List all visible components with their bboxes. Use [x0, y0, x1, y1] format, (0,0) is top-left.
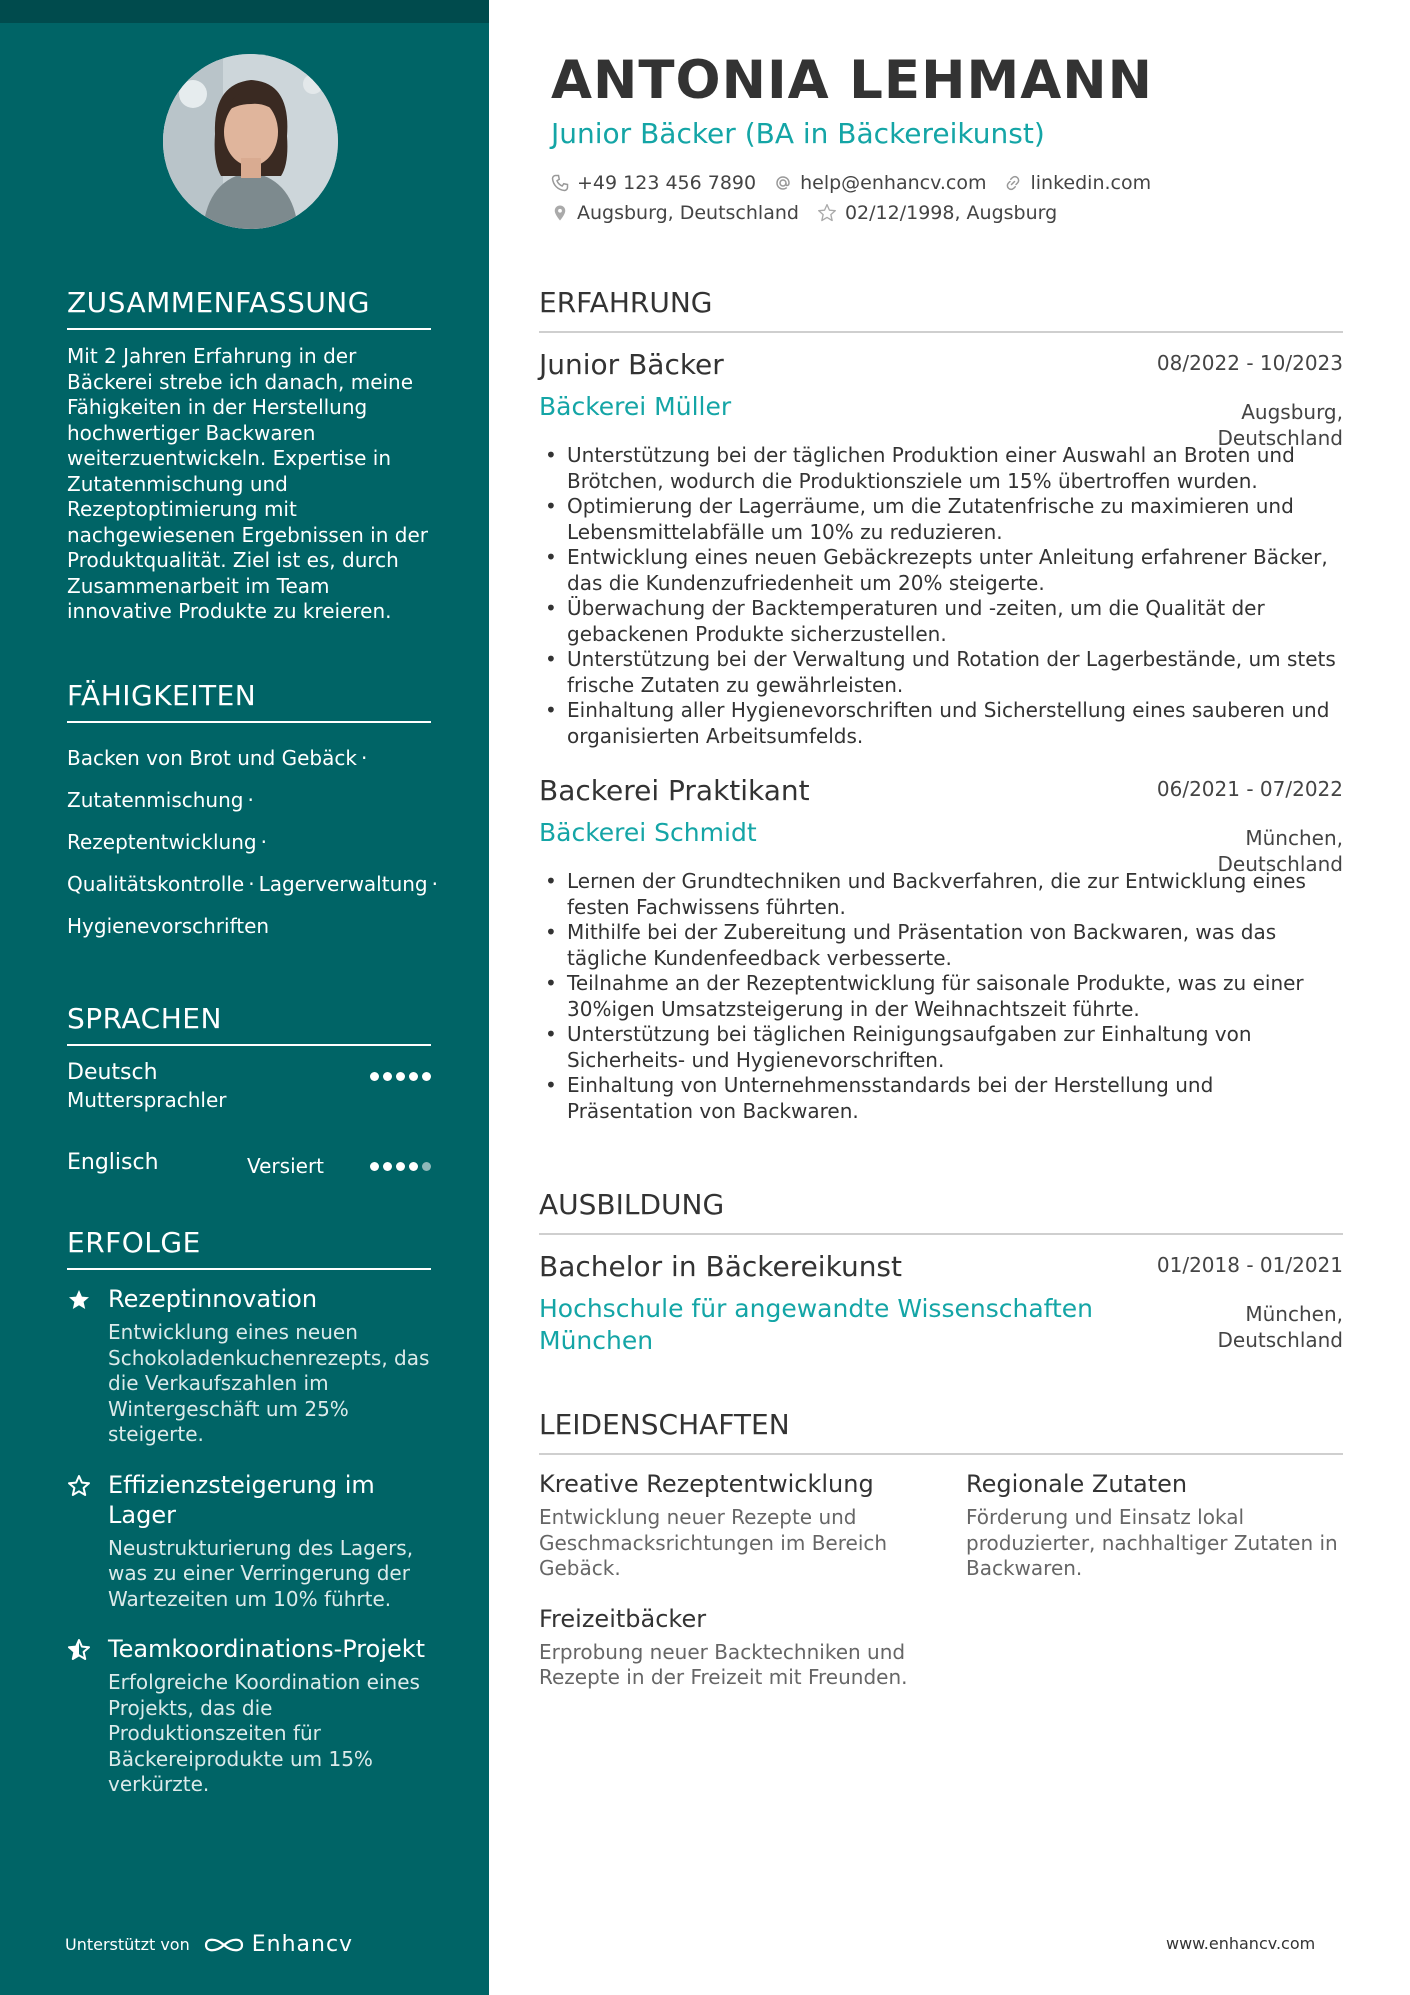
powered-by: [65, 1932, 353, 1957]
rating-dot: [383, 1072, 392, 1081]
star-filled-icon: [67, 1288, 91, 1312]
rating-dot: [370, 1162, 379, 1171]
candidate-name: ANTONIA LEHMANN: [551, 50, 1153, 111]
job-location-line: Deutschland: [1217, 852, 1343, 876]
skill-item: Hygienevorschriften: [67, 914, 270, 938]
job-bullets: [539, 869, 1343, 1124]
sidebar: [0, 0, 489, 1995]
job-company: Bäckerei Schmidt: [539, 818, 757, 847]
rating-dot: [422, 1072, 431, 1081]
job-bullet: • Einhaltung aller Hygienevorschriften und Sicherstellung eines sauberen und organisierten Arbeitsumfelds.: [539, 698, 1343, 749]
brand-name: Enhancv: [251, 1932, 354, 1957]
avatar: [163, 54, 338, 229]
rating-dot: [396, 1162, 405, 1171]
language-rating: [370, 1072, 431, 1081]
education-date: 01/2018 - 01/2021: [1156, 1253, 1343, 1277]
achievement-desc: Neustrukturierung des Lagers, was zu einer Verringerung der Wartezeiten um 10% führte.: [108, 1535, 414, 1611]
linkedin-text: linkedin.com: [1030, 172, 1152, 194]
rating-dot: [370, 1072, 379, 1081]
job-date: 06/2021 - 07/2022: [1156, 777, 1343, 801]
experience-heading: ERFAHRUNG: [539, 286, 1343, 333]
achievement-desc: Erfolgreiche Koordination eines Projekts, das die Produktionszeiten für Bäckereiprodukte um 15% verkürzte.: [108, 1670, 420, 1796]
skills-list: Backen von Brot und Gebäck · Zutatenmischung · Rezeptentwicklung · Qualitätskontrolle · Lagerverwaltung · Hygienevorschriften: [67, 746, 438, 938]
skill-item: Zutatenmischung: [67, 788, 244, 812]
rating-dot: [409, 1072, 418, 1081]
passion-item: [539, 1469, 966, 1582]
link-icon: [1004, 174, 1022, 192]
experience-section: [539, 286, 1343, 1124]
skill-item: Backen von Brot und Gebäck: [67, 746, 357, 770]
contact-location: [551, 202, 799, 224]
achievement-item: [67, 1470, 431, 1613]
location-pin-icon: [551, 204, 569, 222]
contact-phone[interactable]: [551, 172, 756, 194]
rating-dot: [409, 1162, 418, 1171]
achievements-heading: ERFOLGE: [67, 1226, 431, 1270]
job-date: 08/2022 - 10/2023: [1156, 351, 1343, 375]
at-icon: [774, 174, 792, 192]
job-location-line: München,: [1245, 826, 1343, 850]
job-company: Bäckerei Müller: [539, 392, 732, 421]
contact-row-2: [551, 202, 1057, 224]
passions-grid: [539, 1469, 1343, 1691]
contact-email[interactable]: [774, 172, 986, 194]
phone-text: +49 123 456 7890: [577, 172, 757, 194]
summary-section: [67, 286, 431, 625]
passion-desc: Entwicklung neuer Rezepte und Geschmacksrichtungen im Bereich Gebäck.: [539, 1505, 888, 1580]
enhancv-logo-icon: [202, 1934, 246, 1956]
skill-item: Lagerverwaltung: [258, 872, 428, 896]
job-bullet: • Entwicklung eines neuen Gebäckrezepts unter Anleitung erfahrener Bäcker, das die Kundenzufriedenheit um 20% steigerte.: [539, 545, 1343, 596]
job-title: Backerei Praktikant: [539, 774, 810, 807]
passion-title: Freizeitbäcker: [539, 1604, 707, 1633]
achievements-section: [67, 1226, 431, 1798]
skill-item: Rezeptentwicklung: [67, 830, 257, 854]
rating-dot: [396, 1072, 405, 1081]
achievement-desc: Entwicklung eines neuen Schokoladenkuchenrezepts, das die Verkaufszahlen im Wintergeschäft um 25% steigerte.: [108, 1320, 430, 1446]
education-entry: [539, 1249, 1343, 1357]
job-entry: [539, 773, 1343, 1124]
passion-item: [539, 1604, 966, 1691]
phone-icon: [551, 174, 569, 192]
language-name: Deutsch: [67, 1060, 158, 1085]
achievement-title: Effizienzsteigerung im Lager: [108, 1470, 375, 1529]
job-bullet: • Unterstützung bei der Verwaltung und Rotation der Lagerbestände, um stets frische Zutaten zu gewährleisten.: [539, 647, 1343, 698]
passion-title: Kreative Rezeptentwicklung: [539, 1470, 874, 1498]
job-bullet: • Einhaltung von Unternehmensstandards bei der Herstellung und Präsentation von Backwaren.: [539, 1073, 1343, 1124]
summary-heading: ZUSAMMENFASSUNG: [67, 286, 431, 330]
contact-row-1: [551, 172, 1151, 194]
passion-title: Regionale Zutaten: [966, 1470, 1188, 1498]
summary-text: Mit 2 Jahren Erfahrung in der Bäckerei strebe ich danach, meine Fähigkeiten in der Herstellung hochwertiger Backwaren weiterzuentwickeln. Expertise in Zutatenmischung und Rezeptoptimierung mit nachgewiesenen Ergebnissen in der Produktqualität. Ziel ist es, durch Zusammenarbeit im Team innovative Produkte zu kreieren.: [67, 344, 428, 623]
education-heading: AUSBILDUNG: [539, 1188, 1343, 1235]
job-bullet: • Optimierung der Lagerräume, um die Zutatenfrische zu maximieren und Lebensmittelabfälle um 10% zu reduzieren.: [539, 494, 1343, 545]
birth-text: 02/12/1998, Augsburg: [844, 202, 1058, 224]
job-bullet: • Unterstützung bei der täglichen Produktion einer Auswahl an Broten und Brötchen, wodurch die Produktionsziele um 15% übertroffen wurden.: [539, 443, 1343, 494]
achievement-title: Teamkoordinations-Projekt: [108, 1635, 426, 1663]
language-level: Muttersprachler: [67, 1088, 227, 1112]
language-row: [67, 1126, 431, 1186]
powered-label: Unterstützt von: [65, 1935, 190, 1954]
website-link[interactable]: www.enhancv.com: [1166, 1934, 1316, 1953]
passions-section: [539, 1408, 1343, 1691]
language-rating: [370, 1162, 431, 1171]
enhancv-logo[interactable]: [202, 1932, 353, 1957]
rating-dot: [383, 1162, 392, 1171]
achievement-item: [67, 1284, 431, 1448]
skill-item: Qualitätskontrolle: [67, 872, 245, 896]
job-bullet: • Teilnahme an der Rezeptentwicklung für saisonale Produkte, was zu einer 30%igen Umsatzsteigerung in der Weihnachtszeit führte.: [539, 971, 1343, 1022]
job-title: Junior Bäcker: [539, 348, 724, 381]
rating-dot: [422, 1162, 431, 1171]
contact-linkedin[interactable]: [1004, 172, 1151, 194]
candidate-title: Junior Bäcker (BA in Bäckereikunst): [551, 117, 1045, 150]
language-name: Englisch: [67, 1150, 159, 1175]
job-bullet: • Lernen der Grundtechniken und Backverfahren, die zur Entwicklung eines festen Fachwissens führten.: [539, 869, 1343, 920]
languages-heading: SPRACHEN: [67, 1002, 431, 1046]
education-location: [1218, 1301, 1344, 1353]
achievement-title: Rezeptinnovation: [108, 1285, 318, 1313]
job-bullet: • Überwachung der Backtemperaturen und -zeiten, um die Qualität der gebackenen Produkte sicherzustellen.: [539, 596, 1343, 647]
job-bullet: • Mithilfe bei der Zubereitung und Präsentation von Backwaren, was das tägliche Kundenfeedback verbesserte.: [539, 920, 1343, 971]
school-name: Hochschule für angewandte Wissenschaften München: [539, 1294, 1094, 1355]
language-level: Versiert: [247, 1154, 325, 1178]
education-section: [539, 1188, 1343, 1357]
job-entry: [539, 347, 1343, 749]
email-text: help@enhancv.com: [800, 172, 987, 194]
achievement-item: [67, 1634, 431, 1798]
contact-birth: [817, 202, 1057, 224]
sidebar-top-bar: [0, 0, 489, 23]
job-location-line: Augsburg,: [1241, 400, 1343, 424]
skills-section: [67, 679, 438, 947]
degree-title: Bachelor in Bäckereikunst: [539, 1250, 903, 1283]
job-location-line: Deutschland: [1217, 426, 1343, 450]
skills-heading: FÄHIGKEITEN: [67, 679, 431, 723]
location-text: Augsburg, Deutschland: [577, 202, 799, 224]
job-bullets: [539, 443, 1343, 749]
education-location-line: Deutschland: [1217, 1328, 1343, 1352]
star-half-icon: [67, 1638, 91, 1662]
passions-heading: LEIDENSCHAFTEN: [539, 1408, 1343, 1455]
languages-section: [67, 1002, 431, 1186]
passion-desc: Förderung und Einsatz lokal produzierter, nachhaltiger Zutaten in Backwaren.: [966, 1505, 1338, 1580]
education-location-line: München,: [1245, 1302, 1343, 1326]
passion-item: [966, 1469, 1343, 1582]
passion-desc: Erprobung neuer Backtechniken und Rezepte in der Freizeit mit Freunden.: [539, 1639, 908, 1689]
language-row: [67, 1046, 431, 1126]
job-bullet: • Unterstützung bei täglichen Reinigungsaufgaben zur Einhaltung von Sicherheits- und Hygienevorschriften.: [539, 1022, 1343, 1073]
star-outline-icon: [817, 203, 837, 223]
star-outline-icon: [67, 1474, 91, 1498]
